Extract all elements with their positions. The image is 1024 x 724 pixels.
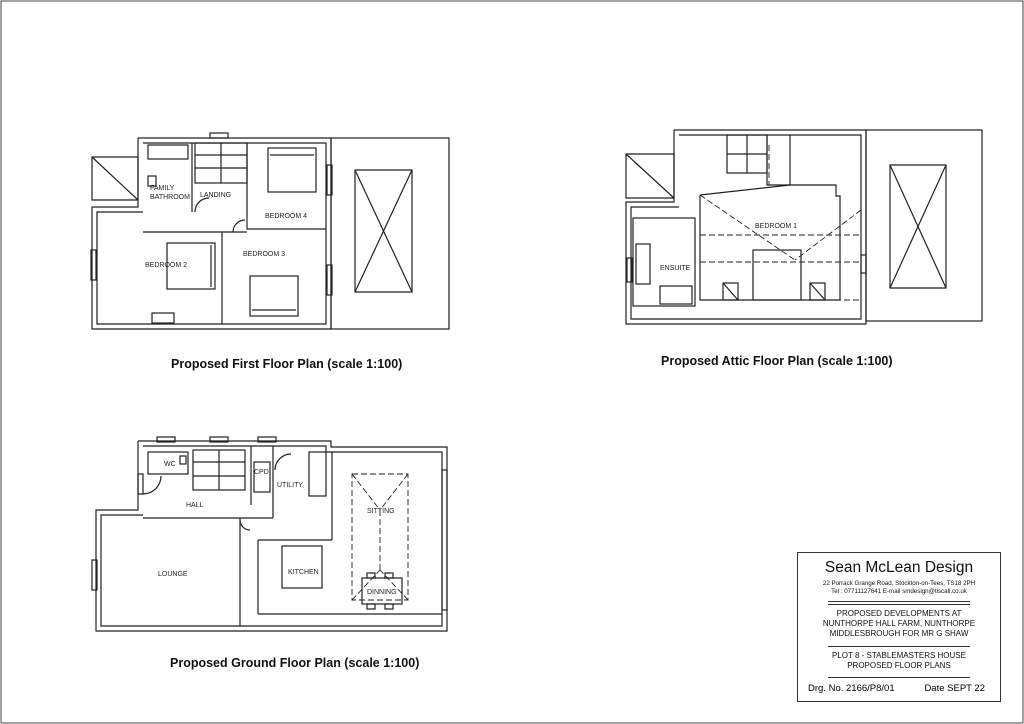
drawing-number: Drg. No. 2166/P8/01 [808, 683, 895, 694]
label-wc: WC [164, 461, 176, 468]
address-line: 22 Porrack Grange Road, Stockton-on-Tees, TS18 2PH [822, 580, 976, 587]
label-bathroom: BATHROOM [150, 194, 190, 201]
project-description [798, 609, 1000, 639]
attic-floor-caption: Proposed Attic Floor Plan (scale 1:100) [661, 354, 893, 368]
attic-floor-plan [626, 130, 982, 324]
label-family: FAMILY [150, 185, 175, 192]
label-lounge: LOUNGE [158, 571, 188, 578]
ground-floor-plan [92, 437, 447, 631]
project-line-2: NUNTHORPE HALL FARM, NUNTHORPE [822, 619, 976, 628]
divider [828, 646, 970, 647]
first-floor-plan [91, 133, 449, 329]
label-kitchen: KITCHEN [288, 569, 319, 576]
label-cpd: CPD [254, 469, 269, 476]
label-bedroom-1: BEDROOM 1 [755, 223, 798, 230]
label-landing: LANDING [200, 192, 232, 199]
divider [828, 604, 970, 605]
label-sitting: SITTING [367, 508, 395, 515]
label-utility: UTILITY [277, 482, 304, 489]
plot-line-1: PLOT 8 - STABLEMASTERS HOUSE [832, 651, 966, 660]
label-hall: HALL [186, 502, 204, 509]
label-bedroom-2: BEDROOM 2 [145, 262, 188, 269]
ground-floor-caption: Proposed Ground Floor Plan (scale 1:100) [170, 656, 420, 670]
label-ensuite: ENSUITE [660, 265, 691, 272]
divider [828, 601, 970, 602]
contact-line: Tel : 07711127641 E-mail smdesign@tiscali.co.uk [831, 588, 967, 595]
ground-floor-labels [158, 461, 397, 596]
divider [828, 677, 970, 678]
first-floor-caption: Proposed First Floor Plan (scale 1:100) [171, 357, 403, 371]
drawing-description [798, 651, 1000, 671]
company-name: Sean McLean Design [824, 559, 974, 576]
company-address [798, 580, 1000, 596]
label-dinning: DINNING [367, 589, 397, 596]
ground-roof-light-dashed [352, 474, 408, 600]
title-block [797, 552, 1001, 702]
label-bedroom-4: BEDROOM 4 [265, 213, 308, 220]
project-line-3: MIDDLESBROUGH FOR MR G SHAW [829, 629, 969, 638]
label-bedroom-3: BEDROOM 3 [243, 251, 286, 258]
plot-line-2: PROPOSED FLOOR PLANS [847, 661, 951, 670]
project-line-1: PROPOSED DEVELOPMENTS AT [836, 609, 962, 618]
first-floor-labels [145, 185, 307, 269]
drawing-date: Date SEPT 22 [924, 683, 985, 694]
